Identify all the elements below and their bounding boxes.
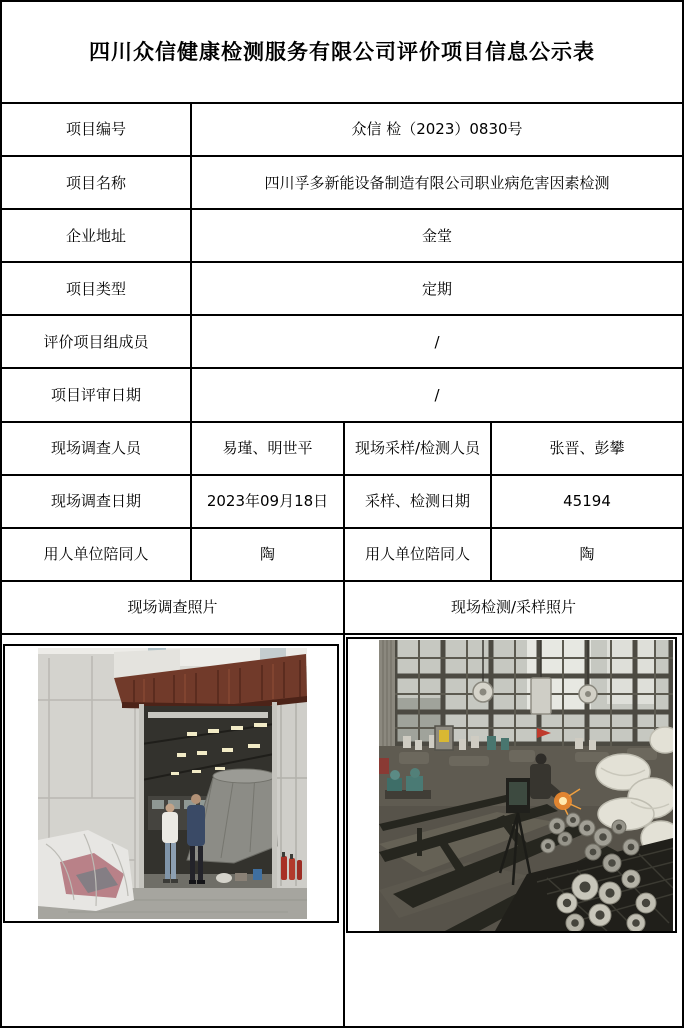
escort-right-label: 用人单位陪同人: [345, 529, 492, 582]
sampling-photo: [379, 640, 673, 931]
sampling-staff-label: 现场采样/检测人员: [345, 423, 492, 476]
survey-photo-frame: [3, 644, 339, 923]
sampling-photo-header: 现场检测/采样照片: [345, 582, 682, 635]
survey-photo-header: 现场调查照片: [2, 582, 345, 635]
company-address-label: 企业地址: [2, 210, 192, 263]
project-name-label: 项目名称: [2, 157, 192, 210]
review-date-label: 项目评审日期: [2, 369, 192, 422]
survey-photo: [38, 648, 307, 919]
project-type-value: 定期: [192, 263, 682, 316]
escort-left-value: 陶: [192, 529, 345, 582]
eval-team-label: 评价项目组成员: [2, 316, 192, 369]
company-address-value: 金堂: [192, 210, 682, 263]
survey-date-value: 2023年09月18日: [192, 476, 345, 529]
project-name-value: 四川孚多新能设备制造有限公司职业病危害因素检测: [192, 157, 682, 210]
page-title: 四川众信健康检测服务有限公司评价项目信息公示表: [2, 2, 682, 104]
project-number-value: 众信 检（2023）0830号: [192, 104, 682, 157]
escort-left-label: 用人单位陪同人: [2, 529, 192, 582]
sampling-staff-value: 张晋、彭攀: [492, 423, 682, 476]
survey-staff-value: 易瑾、明世平: [192, 423, 345, 476]
survey-photo-cell: [2, 635, 345, 1026]
sampling-photo-cell: [345, 635, 682, 1026]
eval-team-value: /: [192, 316, 682, 369]
sampling-date-label: 采样、检测日期: [345, 476, 492, 529]
project-number-label: 项目编号: [2, 104, 192, 157]
survey-date-label: 现场调查日期: [2, 476, 192, 529]
survey-staff-label: 现场调查人员: [2, 423, 192, 476]
project-type-label: 项目类型: [2, 263, 192, 316]
escort-right-value: 陶: [492, 529, 682, 582]
sampling-date-value: 45194: [492, 476, 682, 529]
review-date-value: /: [192, 369, 682, 422]
sampling-photo-frame: [346, 637, 677, 933]
